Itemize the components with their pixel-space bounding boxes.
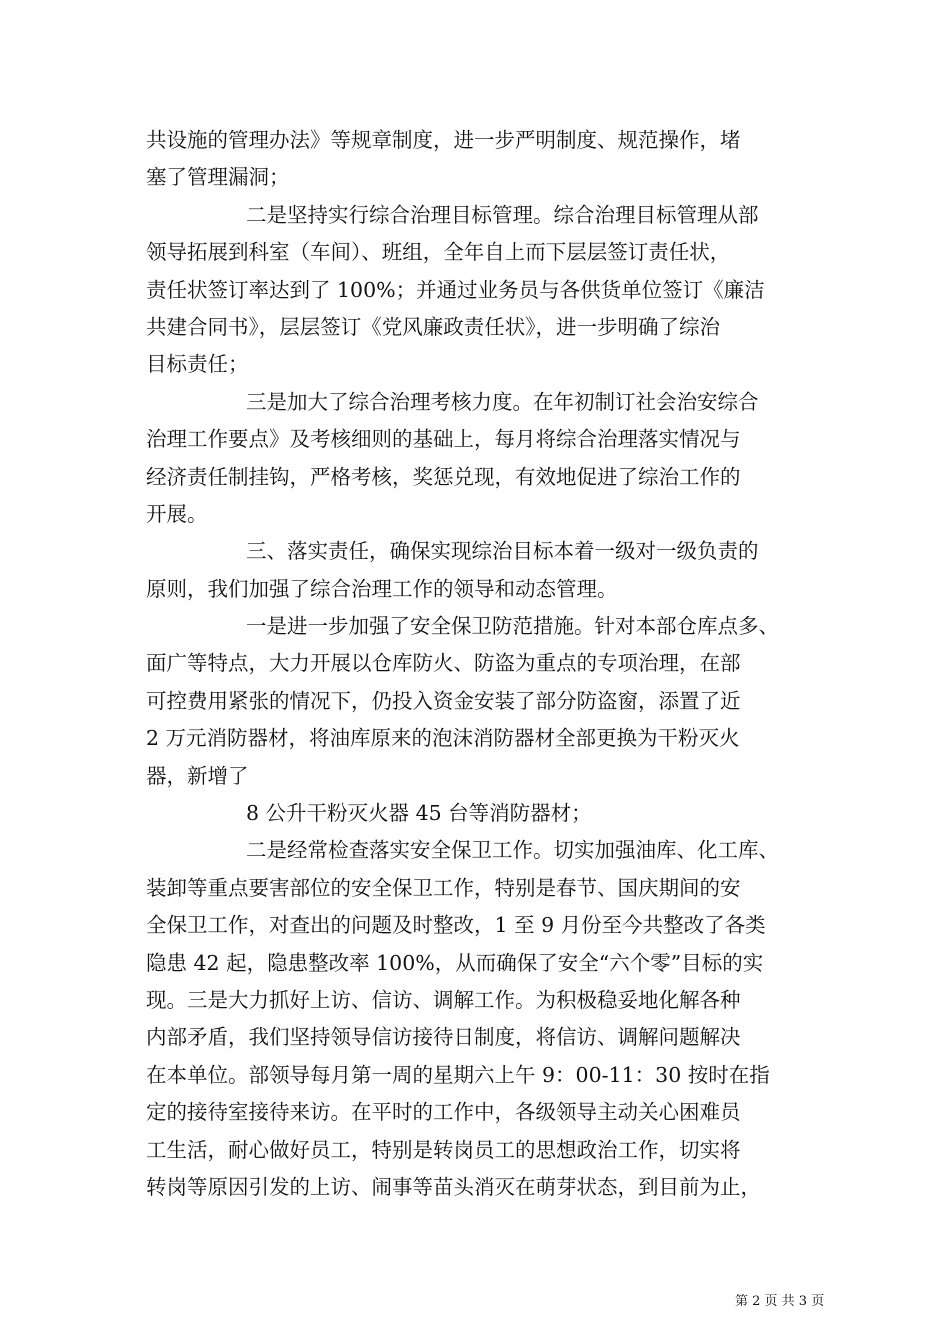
- text-line: 责任状签订率达到了 100%；并通过业务员与各供货单位签订《廉洁: [146, 277, 765, 302]
- text-line: 工生活，耐心做好员工，特别是转岗员工的思想政治工作，切实将: [146, 1137, 741, 1162]
- text-line: 全保卫工作，对查出的问题及时整改，1 至 9 月份至今共整改了各类: [146, 913, 766, 938]
- text-line: 内部矛盾，我们坚持领导信访接待日制度，将信访、调解问题解决: [146, 1025, 741, 1050]
- text-line: 现。三是大力抓好上访、信访、调解工作。为积极稳妥地化解各种: [146, 987, 741, 1012]
- text-line: 在本单位。部领导每月第一周的星期六上午 9：00-11：30 按时在指: [146, 1062, 770, 1087]
- text-line: 转岗等原因引发的上访、闹事等苗头消灭在萌芽状态，到目前为止，: [146, 1174, 761, 1199]
- text-line: 8 公升干粉灭火器 45 台等消防器材；: [246, 801, 592, 826]
- document-body: [146, 122, 836, 1206]
- text-line: 共建合同书》，层层签订《党风廉政责任状》，进一步明确了综治: [146, 314, 720, 339]
- text-line: 二是坚持实行综合治理目标管理。综合治理目标管理从部: [246, 202, 759, 227]
- text-line: 领导拓展到科室（车间）、班组，全年自上而下层层签订责任状，: [146, 240, 731, 265]
- text-line: 隐患 42 起，隐患整改率 100%，从而确保了安全“六个零”目标的实: [146, 950, 764, 975]
- text-line: 装卸等重点要害部位的安全保卫工作，特别是春节、国庆期间的安: [146, 875, 741, 900]
- text-line: 二是经常检查落实安全保卫工作。切实加强油库、化工库、: [246, 838, 779, 863]
- text-line: 治理工作要点》及考核细则的基础上，每月将综合治理落实情况与: [146, 427, 741, 452]
- text-line: 共设施的管理办法》等规章制度，进一步严明制度、规范操作，堵: [146, 128, 741, 152]
- text-line: 原则，我们加强了综合治理工作的领导和动态管理。: [146, 576, 618, 601]
- text-line: 经济责任制挂钩，严格考核，奖惩兑现，有效地促进了综治工作的: [146, 464, 741, 489]
- text-line: 塞了管理漏洞；: [146, 165, 290, 190]
- text-line: 三是加大了综合治理考核力度。在年初制订社会治安综合: [246, 389, 759, 414]
- text-line: 三、落实责任，确保实现综治目标本着一级对一级负责的: [246, 539, 759, 564]
- text-line: 器，新增了: [146, 763, 249, 788]
- page-number: 第 2 页 共 3 页: [735, 1294, 825, 1309]
- text-line: 开展。: [146, 501, 208, 526]
- text-line: 定的接待室接待来访。在平时的工作中，各级领导主动关心困难员: [146, 1100, 741, 1125]
- text-line: 可控费用紧张的情况下，仍投入资金安装了部分防盗窗，添置了近: [146, 688, 741, 713]
- text-line: 目标责任；: [146, 352, 249, 377]
- text-line: 面广等特点，大力开展以仓库防火、防盗为重点的专项治理，在部: [146, 651, 741, 676]
- text-line: 一是进一步加强了安全保卫防范措施。针对本部仓库点多、: [246, 614, 779, 639]
- text-line: 2 万元消防器材，将油库原来的泡沫消防器材全部更换为干粉灭火: [146, 726, 740, 751]
